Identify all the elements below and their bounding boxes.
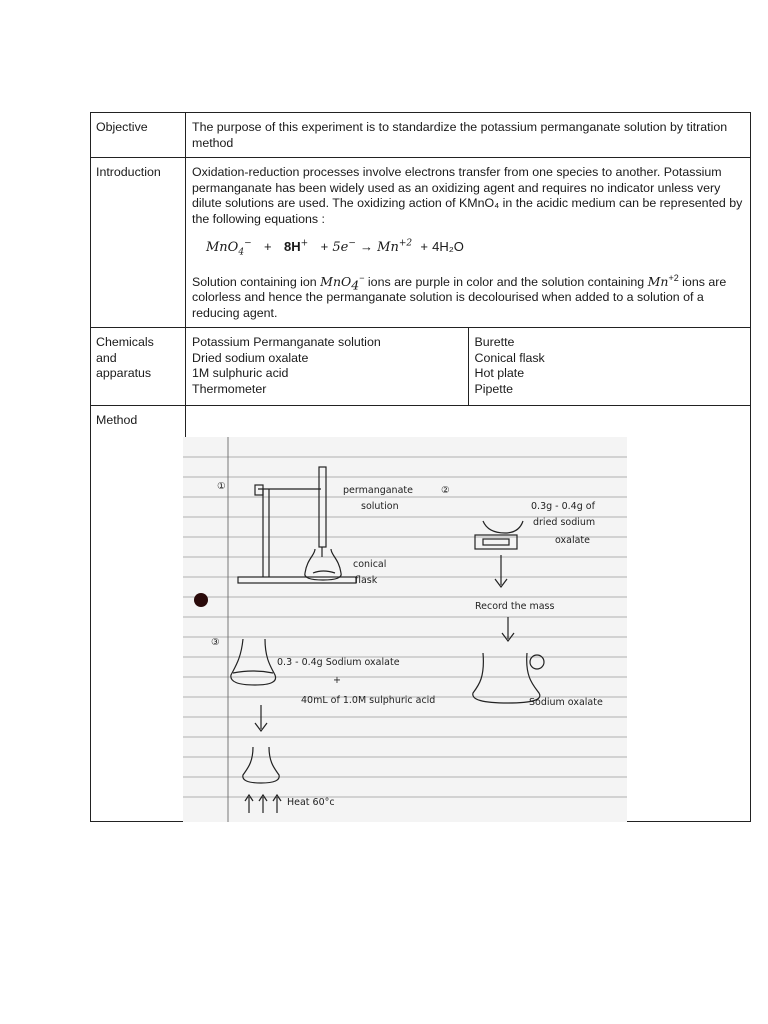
- introduction-content: [186, 158, 751, 328]
- label-mass-3: oxalate: [555, 535, 590, 546]
- eq-mn: Mn: [377, 240, 399, 255]
- label-mass-1: 0.3g - 0.4g of: [531, 501, 595, 512]
- introduction-row: [91, 158, 751, 328]
- chemicals-label-line-3: apparatus: [96, 366, 152, 380]
- para2-ion-sub: 4: [351, 276, 360, 292]
- binder-hole: [194, 593, 208, 607]
- eq-electron: 5e: [332, 240, 349, 255]
- eq-h-sup: +: [300, 238, 309, 249]
- eq-plus-2: +: [320, 239, 329, 254]
- chemical-item: Thermometer: [192, 381, 267, 396]
- label-permanganate: permanganate: [343, 485, 413, 496]
- chemical-item: Potassium Permanganate solution: [192, 335, 381, 349]
- introduction-paragraph-1: Oxidation-reduction processes involve electrons transfer from one species to another. Potassium permanganate has been widely used as an oxidizing agent and requires no indicator unless very dilute solutions are used. The oxidizing action of KMnO₄ in the acidic medium can be represented by the following equations :: [192, 165, 743, 226]
- introduction-label: Introduction: [91, 158, 186, 328]
- label-sodium-oxalate: Sodium oxalate: [529, 697, 603, 708]
- chemicals-label: [91, 328, 186, 406]
- para2-text-c: ions are colorless and hence the permanganate solution is decolourised when added to a solution of a reducing agent.: [192, 274, 727, 320]
- eq-plus-1: +: [264, 239, 272, 254]
- chemical-item: 1M sulphuric acid: [192, 366, 289, 380]
- apparatus-item: Conical flask: [474, 350, 545, 365]
- para2-ion-sup: −: [359, 272, 365, 283]
- label-mass-2: dried sodium: [533, 517, 596, 528]
- apparatus-list: [468, 328, 751, 406]
- para2-text-a: Solution containing ion: [192, 274, 317, 289]
- label-solution: solution: [361, 501, 399, 512]
- label-mix-plus: +: [333, 675, 341, 686]
- label-conical: conical: [353, 559, 387, 570]
- apparatus-item: Burette: [474, 335, 515, 349]
- eq-hydrogen: 8H: [284, 239, 301, 254]
- introduction-paragraph-2: [192, 274, 744, 322]
- para2-text-b: ions are purple in color and the solution containing: [367, 274, 645, 289]
- label-mix-1: 0.3 - 0.4g Sodium oxalate: [277, 657, 400, 668]
- objective-text: The purpose of this experiment is to standardize the potassium permanganate solution by titration method: [186, 113, 751, 158]
- eq-plus-3: +: [420, 239, 428, 254]
- apparatus-item: Hot plate: [474, 366, 525, 380]
- objective-row: [91, 113, 751, 158]
- chemicals-row: [91, 328, 751, 406]
- para2-ion-mn-sup: +2: [668, 272, 679, 283]
- label-flask: flask: [355, 575, 378, 586]
- redox-equation: [206, 239, 744, 256]
- apparatus-item: Pipette: [474, 381, 514, 396]
- chemicals-label-line-1: Chemicals: [96, 335, 154, 349]
- eq-sub-4: 4: [238, 247, 245, 258]
- chemical-item: Dried sodium oxalate: [192, 350, 309, 365]
- method-label: Method: [91, 406, 186, 822]
- label-record-mass: Record the mass: [475, 601, 555, 612]
- step-2-marker: ②: [441, 485, 450, 496]
- label-heat: Heat 60°c: [287, 797, 335, 808]
- eq-sup-minus: −: [244, 238, 252, 249]
- eq-mn-sup: +2: [398, 238, 413, 249]
- eq-mno: MnO: [206, 240, 239, 255]
- eq-e-sup: −: [348, 238, 356, 249]
- eq-arrow: →: [360, 239, 373, 254]
- label-mix-2: 40mL of 1.0M sulphuric acid: [301, 695, 436, 706]
- step-3-marker: ③: [211, 637, 220, 648]
- para2-ion-mno4: MnO: [320, 273, 352, 289]
- para2-ion-mn: Mn: [647, 273, 669, 289]
- chemicals-list: [186, 328, 469, 406]
- method-hand-drawn-sketch: [183, 437, 627, 822]
- eq-water: 4H₂O: [432, 239, 464, 254]
- objective-label: Objective: [91, 113, 186, 158]
- step-1-marker: ①: [217, 481, 226, 492]
- chemicals-label-line-2: and: [96, 350, 117, 365]
